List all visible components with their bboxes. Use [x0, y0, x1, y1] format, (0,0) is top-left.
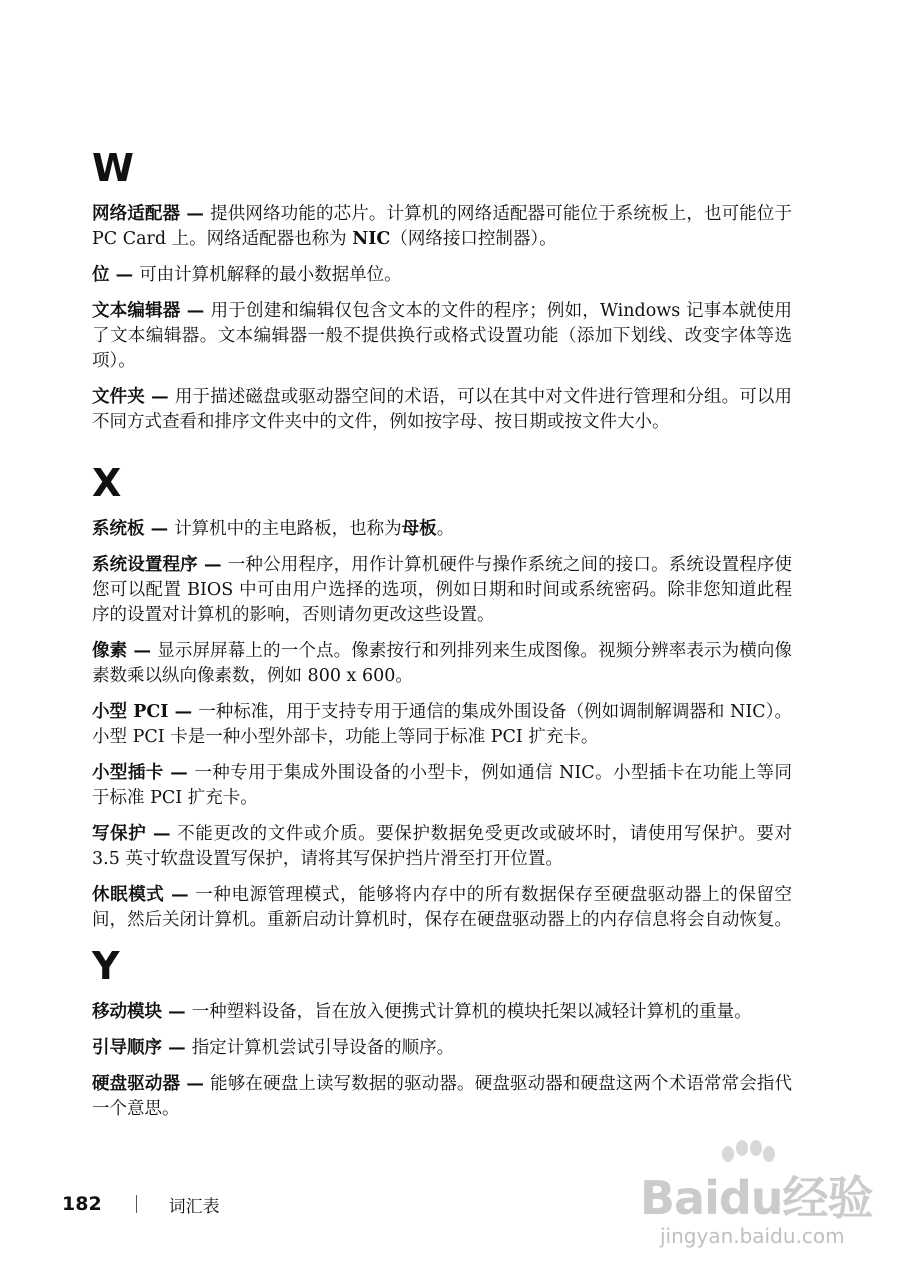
- section-letter: Y: [92, 944, 120, 988]
- entry-term: 文件夹: [92, 387, 145, 407]
- entry-term: 硬盘驱动器: [92, 1074, 181, 1094]
- entry-dash: —: [162, 1002, 192, 1022]
- entry-term: 文本编辑器: [92, 301, 181, 321]
- glossary-entry: [92, 639, 792, 689]
- entry-definition: 指定计算机尝试引导设备的顺序。: [191, 1038, 455, 1058]
- glossary-entry: [92, 202, 792, 252]
- entry-dash: —: [144, 387, 175, 407]
- glossary-entry: [92, 1072, 792, 1122]
- entry-definition: 一种塑料设备，旨在放入便携式计算机的模块托架以减轻计算机的重量。: [191, 1002, 752, 1022]
- entry-definition: 用于创建和编辑仅包含文本的文件的程序；例如，Windows 记事本就使用了文本编辑器。文本编辑器一般不提供换行或格式设置功能（添加下划线、改变字体等选项）。: [92, 301, 792, 371]
- entry-term: 休眠模式: [92, 885, 165, 905]
- entries-y: [92, 1000, 792, 1122]
- footer-divider: [136, 1195, 137, 1213]
- glossary-entry: [92, 553, 792, 628]
- entry-dash: —: [162, 1038, 192, 1058]
- glossary-entry: [92, 385, 792, 435]
- entry-definition: 能够在硬盘上读写数据的驱动器。硬盘驱动器和硬盘这两个术语常常会指代一个意思。: [92, 1074, 793, 1119]
- glossary-entry: [92, 263, 792, 288]
- entry-dash: —: [180, 1074, 211, 1094]
- glossary-entry: [92, 883, 792, 933]
- entry-dash: —: [109, 265, 140, 285]
- entry-definition: 计算机中的主电路板，也称为: [174, 519, 402, 539]
- entry-definition: 显示屏屏幕上的一个点。像素按行和列排列来生成图像。视频分辨率表示为横向像素数乘以纵向像素数，例如 800 x 600。: [92, 641, 793, 686]
- glossary-entry: [92, 517, 792, 542]
- entry-term: 系统设置程序: [92, 555, 198, 575]
- entry-term: 小型 PCI: [92, 702, 169, 722]
- section-y: [92, 946, 792, 1133]
- entry-dash: —: [180, 204, 211, 224]
- entry-term: 小型插卡: [92, 763, 164, 783]
- entry-definition: 一种公用程序，用作计算机硬件与操作系统之间的接口。系统设置程序使您可以配置 BIOS 中可由用户选择的选项，例如日期和时间或系统密码。除非您知道此程序的设置对计算机的影响，否则请勿更改这些设置。: [92, 555, 793, 625]
- entry-emphasis: NIC: [352, 229, 391, 249]
- entry-definition-tail: （网络接口控制器）。: [390, 229, 557, 249]
- entry-term: 系统板: [92, 519, 145, 539]
- entry-dash: —: [127, 641, 158, 661]
- entry-definition: 用于描述磁盘或驱动器空间的术语，可以在其中对文件进行管理和分组。可以用不同方式查看和排序文件夹中的文件，例如按字母、按日期或按文件大小。: [92, 387, 793, 432]
- entry-definition-tail: 。: [436, 519, 455, 539]
- glossary-entry: [92, 299, 792, 374]
- entry-definition: 一种电源管理模式，能够将内存中的所有数据保存至硬盘驱动器上的保留空间，然后关闭计算机。重新启动计算机时，保存在硬盘驱动器上的内存信息将会自动恢复。: [92, 885, 793, 930]
- entry-term: 写保护: [92, 824, 147, 844]
- section-letter: W: [92, 146, 134, 190]
- entry-emphasis: 母板: [401, 519, 437, 539]
- entry-term: 网络适配器: [92, 204, 181, 224]
- entry-definition: 一种专用于集成外围设备的小型卡，例如通信 NIC。小型插卡在功能上等同于标准 PCI 扩充卡。: [92, 763, 792, 808]
- entries-x: [92, 517, 792, 933]
- glossary-entry: [92, 700, 792, 750]
- footer-title: 词汇表: [168, 1196, 220, 1217]
- section-letter: X: [92, 461, 122, 505]
- section-w: [92, 148, 792, 446]
- page-footer: [62, 1189, 220, 1219]
- glossary-entry: [92, 1036, 792, 1061]
- glossary-entry: [92, 1000, 792, 1025]
- entry-definition: 提供网络功能的芯片。计算机的网络适配器可能位于系统板上，也可能位于 PC Card 上。网络适配器也称为: [92, 204, 793, 249]
- entry-definition: 可由计算机解释的最小数据单位。: [139, 265, 402, 285]
- page-number: 182: [62, 1193, 102, 1215]
- entry-dash: —: [163, 763, 195, 783]
- entry-term: 移动模块: [92, 1002, 162, 1022]
- glossary-entry: [92, 822, 792, 872]
- entry-dash: —: [180, 301, 211, 321]
- baidu-watermark: [640, 1140, 890, 1270]
- glossary-entry: [92, 761, 792, 811]
- entry-dash: —: [197, 555, 228, 575]
- watermark-url: jingyan.baidu.com: [660, 1224, 845, 1248]
- entry-definition: 一种标准，用于支持专用于通信的集成外围设备（例如调制解调器和 NIC）。小型 PCI 卡是一种小型外部卡，功能上等同于标准 PCI 扩充卡。: [92, 702, 792, 747]
- entry-definition: 不能更改的文件或介质。要保护数据免受更改或破坏时，请使用写保护。要对 3.5 英寸软盘设置写保护，请将其写保护挡片滑至打开位置。: [92, 824, 793, 869]
- entry-dash: —: [168, 702, 199, 722]
- entry-term: 引导顺序: [92, 1038, 162, 1058]
- entry-dash: —: [146, 824, 178, 844]
- entry-dash: —: [144, 519, 175, 539]
- section-x: [92, 463, 792, 944]
- watermark-brand: Baidu经验: [640, 1171, 873, 1225]
- entry-term: 像素: [92, 641, 128, 661]
- entry-term: 位: [92, 265, 110, 285]
- entries-w: [92, 202, 792, 435]
- entry-dash: —: [164, 885, 196, 905]
